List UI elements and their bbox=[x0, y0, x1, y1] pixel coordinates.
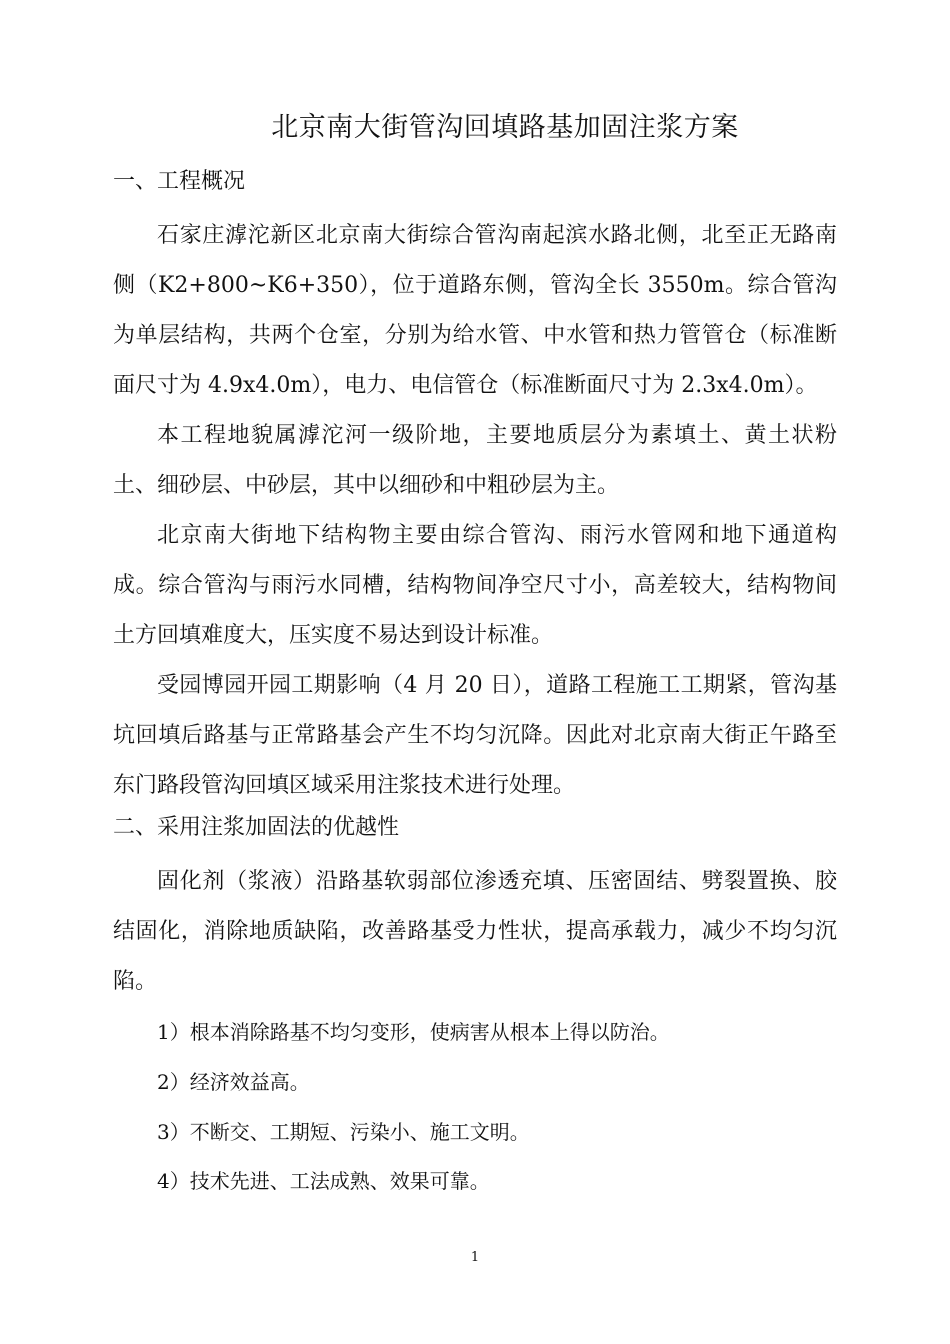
paragraph-advantages-1: 固化剂（浆液）沿路基软弱部位渗透充填、压密固结、劈裂置换、胶结固化，消除地质缺陷，改善路基受力性状，提高承载力，减少不均匀沉陷。 bbox=[113, 869, 837, 994]
list-item: 4）技术先进、工法成熟、效果可靠。 bbox=[157, 1169, 490, 1193]
list-item: 3）不断交、工期短、污染小、施工文明。 bbox=[157, 1120, 530, 1144]
paragraph-overview-1: 石家庄滹沱新区北京南大街综合管沟南起滨水路北侧，北至正无路南侧（K2+800~K6+350），位于道路东侧，管沟全长 3550m。综合管沟为单层结构，共两个仓室，分别为给水管、中水管和热力管管仓（标准断面尺寸为 4.9x4.0m），电力、电信管仓（标准断面尺寸为 2.3x4.0m）。 bbox=[113, 223, 837, 398]
paragraph-overview-2: 本工程地貌属滹沱河一级阶地，主要地质层分为素填土、黄土状粉土、细砂层、中砂层，其中以细砂和中粗砂层为主。 bbox=[113, 423, 837, 498]
paragraph-overview-3: 北京南大街地下结构物主要由综合管沟、雨污水管网和地下通道构成。综合管沟与雨污水同槽，结构物间净空尺寸小，高差较大，结构物间土方回填难度大，压实度不易达到设计标准。 bbox=[113, 523, 837, 648]
list-item: 2）经济效益高。 bbox=[157, 1070, 310, 1094]
page-number: 1 bbox=[470, 1250, 480, 1265]
list-item: 1）根本消除路基不均匀变形，使病害从根本上得以防治。 bbox=[157, 1020, 670, 1044]
section-heading-advantages: 二、采用注浆加固法的优越性 bbox=[113, 815, 400, 840]
section-heading-overview: 一、工程概况 bbox=[113, 169, 246, 194]
paragraph-overview-4: 受园博园开园工期影响（4 月 20 日），道路工程施工工期紧，管沟基坑回填后路基与正常路基会产生不均匀沉降。因此对北京南大街正午路至东门路段管沟回填区域采用注浆技术进行处理。 bbox=[113, 673, 837, 798]
document-title: 北京南大街管沟回填路基加固注浆方案 bbox=[271, 112, 739, 143]
